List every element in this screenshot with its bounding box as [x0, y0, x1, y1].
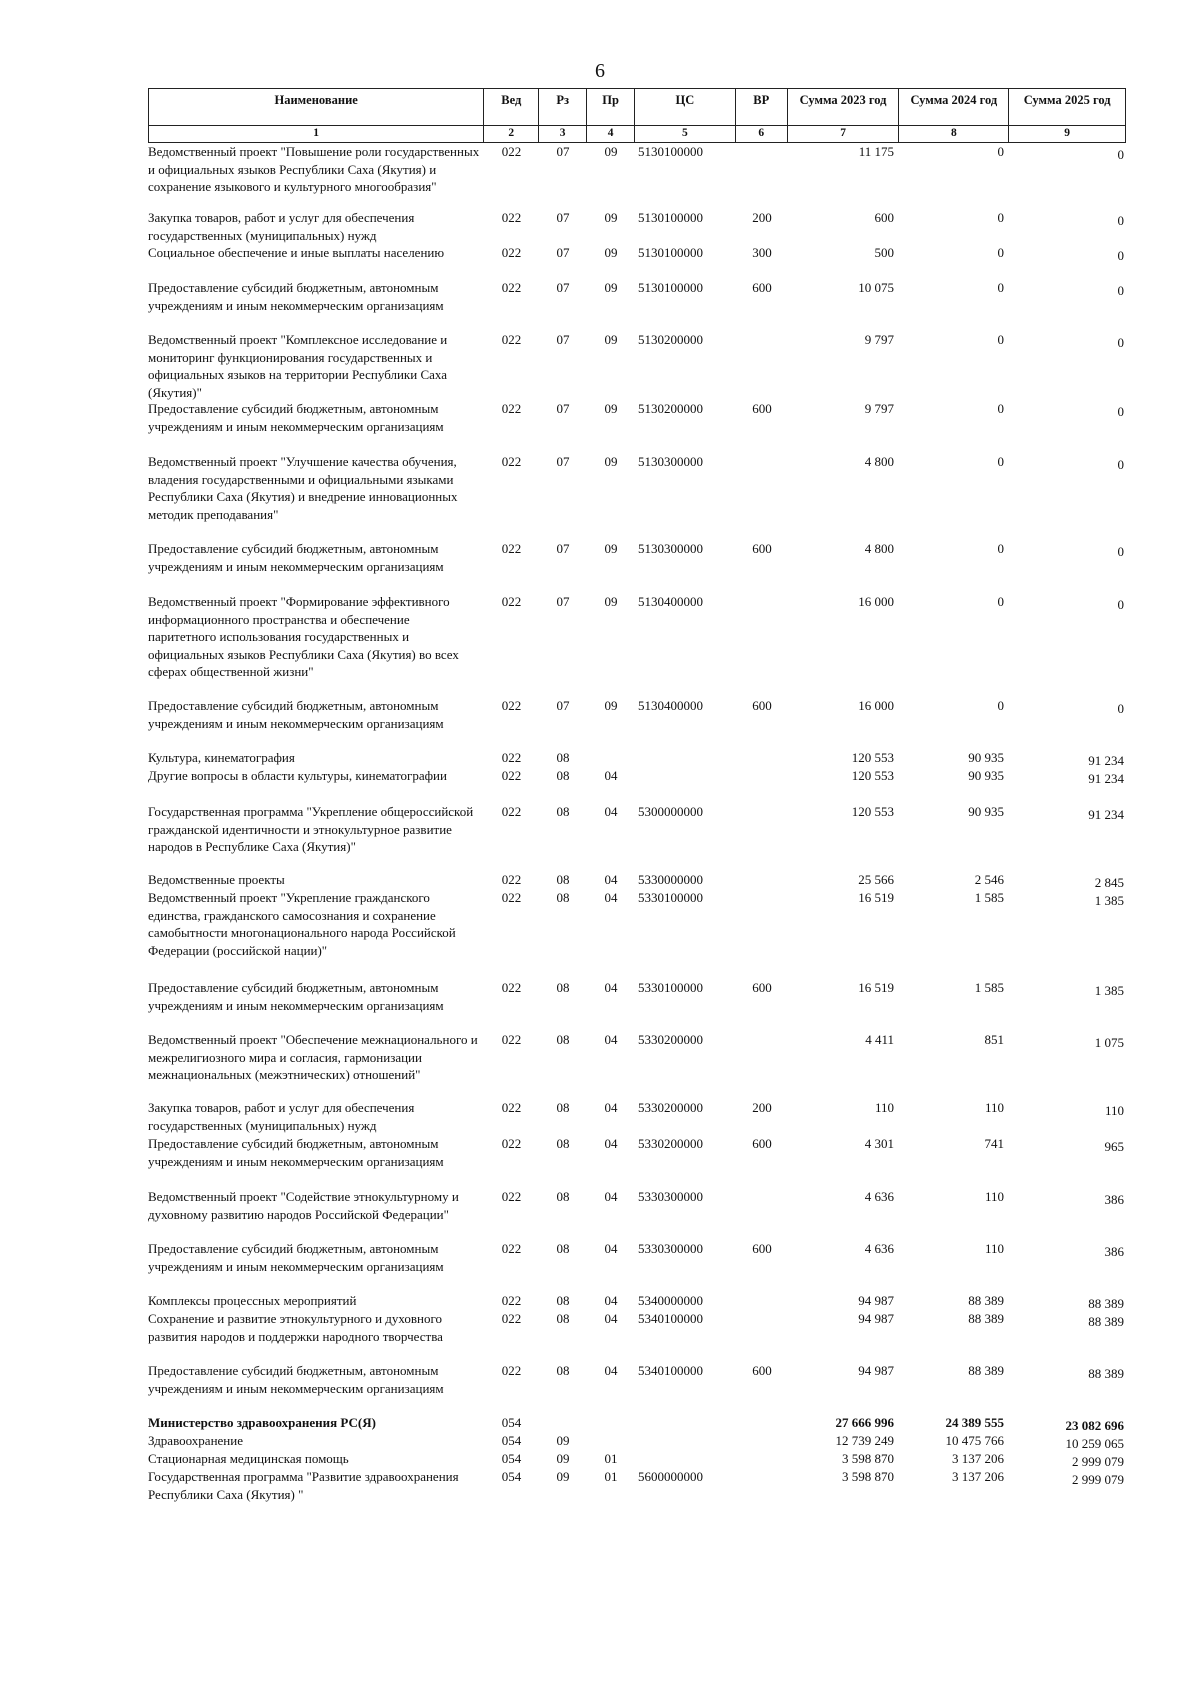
row-sum-2025: 2 999 079 — [1072, 1454, 1124, 1469]
row-pr: 09 — [604, 401, 618, 416]
row-name: Комплексы процессных мероприятий — [148, 1293, 357, 1308]
table-row — [148, 803, 1126, 856]
row-cs: 5130200000 — [638, 401, 703, 416]
row-cs: 5330000000 — [638, 872, 703, 887]
row-vr — [736, 593, 788, 681]
row-sum-2025: 386 — [1104, 1192, 1124, 1207]
row-sum-2025: 0 — [1117, 404, 1124, 419]
row-ved: 022 — [501, 245, 522, 260]
row-name: Ведомственные проекты — [148, 872, 285, 887]
row-rz: 08 — [556, 980, 570, 995]
row-sum-2023: 120 553 — [851, 750, 894, 765]
table-row — [148, 1468, 1126, 1503]
row-sum-2023: 4 800 — [864, 454, 894, 469]
table-row — [148, 244, 1126, 265]
row-sum-2024: 741 — [984, 1136, 1004, 1151]
row-vr — [736, 889, 788, 959]
row-cs: 5130100000 — [638, 245, 703, 260]
row-sum-2024: 0 — [997, 210, 1004, 225]
row-vr — [736, 1188, 788, 1223]
row-sum-2023: 500 — [874, 245, 894, 260]
table-row — [148, 1031, 1126, 1084]
row-ved: 022 — [501, 401, 522, 416]
row-sum-2024: 0 — [997, 594, 1004, 609]
row-pr: 01 — [604, 1451, 618, 1466]
row-pr: 09 — [604, 541, 618, 556]
row-vr: 600 — [752, 1363, 772, 1378]
table-row — [148, 143, 1126, 196]
row-vr — [736, 767, 788, 788]
row-sum-2024: 90 935 — [968, 750, 1004, 765]
budget-table — [148, 88, 1126, 1502]
row-pr: 04 — [604, 768, 618, 783]
row-name: Другие вопросы в области культуры, кинематографии — [148, 768, 447, 783]
row-vr — [736, 1310, 788, 1345]
column-number: 7 — [788, 126, 900, 142]
row-name: Государственная программа "Укрепление общероссийской гражданской идентичности и этнокультурное развитие народов в Республике Саха (Якутия)" — [148, 804, 474, 854]
row-sum-2024: 0 — [997, 541, 1004, 556]
row-rz: 07 — [556, 280, 570, 295]
row-sum-2025: 88 389 — [1088, 1296, 1124, 1311]
row-ved: 022 — [501, 541, 522, 556]
row-rz: 08 — [556, 1189, 570, 1204]
row-name: Предоставление субсидий бюджетным, автономным учреждениям и иным некоммерческим организациям — [148, 980, 444, 1013]
row-sum-2023: 9 797 — [864, 401, 894, 416]
row-pr: 04 — [604, 980, 618, 995]
row-vr — [736, 1031, 788, 1084]
row-cs: 5130200000 — [638, 332, 703, 347]
row-sum-2023: 4 301 — [864, 1136, 894, 1151]
column-number: 4 — [587, 126, 635, 142]
column-number: 1 — [149, 126, 484, 142]
row-pr: 09 — [604, 245, 618, 260]
row-sum-2024: 88 389 — [968, 1363, 1004, 1378]
row-sum-2025: 965 — [1104, 1139, 1124, 1154]
row-sum-2023: 16 000 — [858, 594, 894, 609]
row-sum-2023: 94 987 — [858, 1311, 894, 1326]
row-name: Предоставление субсидий бюджетным, автономным учреждениям и иным некоммерческим организациям — [148, 280, 444, 313]
table-row — [148, 979, 1126, 1014]
row-ved: 022 — [501, 804, 522, 819]
row-ved: 022 — [501, 750, 522, 765]
row-sum-2024: 1 585 — [974, 980, 1004, 995]
row-name: Ведомственный проект "Формирование эффективного информационного пространства и обеспечение паритетного использования государственных и официальных языков Республики Саха (Якутия) во всех сферах общественной жизни" — [148, 594, 459, 679]
row-sum-2025: 0 — [1117, 544, 1124, 559]
row-pr: 04 — [604, 1311, 618, 1326]
row-vr: 600 — [752, 980, 772, 995]
row-sum-2025: 2 845 — [1094, 875, 1124, 890]
row-cs: 5330200000 — [638, 1136, 703, 1151]
table-row — [148, 1310, 1126, 1345]
row-pr: 09 — [604, 280, 618, 295]
row-sum-2024: 110 — [984, 1241, 1004, 1256]
row-vr: 600 — [752, 1136, 772, 1151]
row-sum-2024: 90 935 — [968, 768, 1004, 783]
row-cs: 5340100000 — [638, 1311, 703, 1326]
row-cs — [635, 767, 736, 788]
row-rz: 08 — [556, 1363, 570, 1378]
column-number: 2 — [484, 126, 539, 142]
table-row — [148, 1099, 1126, 1134]
row-ved: 022 — [501, 332, 522, 347]
row-name: Предоставление субсидий бюджетным, автономным учреждениям и иным некоммерческим организациям — [148, 541, 444, 574]
row-name: Закупка товаров, работ и услуг для обеспечения государственных (муниципальных) нужд — [148, 210, 415, 243]
row-sum-2024: 90 935 — [968, 804, 1004, 819]
row-rz: 08 — [556, 1136, 570, 1151]
row-name: Сохранение и развитие этнокультурного и духовного развития народов и поддержки народного творчества — [148, 1311, 443, 1344]
row-pr: 04 — [604, 890, 618, 905]
row-vr: 600 — [752, 698, 772, 713]
row-pr: 04 — [604, 1363, 618, 1378]
row-rz: 08 — [556, 872, 570, 887]
row-sum-2025: 23 082 696 — [1065, 1418, 1124, 1433]
row-cs: 5330100000 — [638, 980, 703, 995]
row-rz: 07 — [556, 454, 570, 469]
row-sum-2023: 600 — [874, 210, 894, 225]
row-name: Стационарная медицинская помощь — [148, 1451, 349, 1466]
row-name: Ведомственный проект "Улучшение качества обучения, владения государственными и официальными языками Республики Саха (Якутия) и внедрение инновационных методик преподавания" — [148, 454, 458, 522]
row-name: Ведомственный проект "Повышение роли государственных и официальных языков Республики Саха (Якутия) и сохранение языкового и культурного многообразия" — [148, 144, 480, 194]
table-row — [148, 400, 1126, 435]
row-ved: 022 — [501, 980, 522, 995]
row-name: Культура, кинематография — [148, 750, 295, 765]
row-sum-2025: 386 — [1104, 1244, 1124, 1259]
row-pr: 09 — [604, 332, 618, 347]
row-vr — [736, 143, 788, 196]
row-sum-2024: 24 389 555 — [945, 1415, 1004, 1430]
row-sum-2024: 88 389 — [968, 1311, 1004, 1326]
row-pr: 01 — [604, 1469, 618, 1484]
row-rz: 08 — [556, 1311, 570, 1326]
row-rz: 08 — [556, 1032, 570, 1047]
row-cs: 5330300000 — [638, 1189, 703, 1204]
table-header — [148, 88, 1126, 125]
row-sum-2024: 88 389 — [968, 1293, 1004, 1308]
row-name: Ведомственный проект "Обеспечение межнационального и межрелигиозного мира и согласия, гармонизации межнациональных (межэтнических) отношений" — [148, 1032, 478, 1082]
column-number: 6 — [736, 126, 788, 142]
row-sum-2025: 10 259 065 — [1065, 1436, 1124, 1451]
row-sum-2025: 0 — [1117, 597, 1124, 612]
column-number: 5 — [635, 126, 736, 142]
row-pr: 09 — [604, 210, 618, 225]
row-cs: 5130300000 — [638, 541, 703, 556]
row-sum-2023: 10 075 — [858, 280, 894, 295]
column-number: 8 — [899, 126, 1009, 142]
row-cs: 5330100000 — [638, 890, 703, 905]
header-ved: Вед — [484, 89, 539, 125]
table-row — [148, 453, 1126, 523]
row-cs: 5130100000 — [638, 280, 703, 295]
row-sum-2023: 9 797 — [864, 332, 894, 347]
row-sum-2023: 3 598 870 — [842, 1469, 894, 1484]
row-ved: 054 — [501, 1469, 522, 1484]
row-sum-2024: 3 137 206 — [952, 1469, 1004, 1484]
row-ved: 022 — [501, 872, 522, 887]
row-rz: 08 — [556, 768, 570, 783]
row-rz: 07 — [556, 144, 570, 159]
row-sum-2025: 88 389 — [1088, 1366, 1124, 1381]
column-numbers — [148, 125, 1126, 143]
row-sum-2023: 16 000 — [858, 698, 894, 713]
row-ved: 022 — [501, 1032, 522, 1047]
row-name: Закупка товаров, работ и услуг для обеспечения государственных (муниципальных) нужд — [148, 1100, 415, 1133]
row-pr: 09 — [604, 144, 618, 159]
row-rz: 07 — [556, 594, 570, 609]
row-name: Предоставление субсидий бюджетным, автономным учреждениям и иным некоммерческим организациям — [148, 1136, 444, 1169]
row-cs: 5330300000 — [638, 1241, 703, 1256]
row-name: Ведомственный проект "Укрепление гражданского единства, гражданского самосознания и сохранение самобытности многонационального народа Российской Федерации (российской нации)" — [148, 890, 456, 958]
header-vr: ВР — [736, 89, 788, 125]
row-vr: 200 — [752, 210, 772, 225]
row-sum-2023: 12 739 249 — [835, 1433, 894, 1448]
row-rz: 07 — [556, 245, 570, 260]
row-ved: 022 — [501, 1363, 522, 1378]
row-sum-2023: 27 666 996 — [835, 1415, 894, 1430]
row-sum-2025: 0 — [1117, 701, 1124, 716]
row-rz: 08 — [556, 1100, 570, 1115]
row-pr: 04 — [604, 1189, 618, 1204]
row-name: Предоставление субсидий бюджетным, автономным учреждениям и иным некоммерческим организациям — [148, 401, 444, 434]
row-ved: 022 — [501, 1100, 522, 1115]
table-row — [148, 1188, 1126, 1223]
row-sum-2024: 0 — [997, 332, 1004, 347]
row-ved: 022 — [501, 1136, 522, 1151]
row-rz: 08 — [556, 1293, 570, 1308]
row-ved: 022 — [501, 1311, 522, 1326]
table-row — [148, 889, 1126, 959]
table-row — [148, 697, 1126, 732]
row-vr: 600 — [752, 280, 772, 295]
row-pr: 04 — [604, 1100, 618, 1115]
header-sum-2025: Сумма 2025 год — [1023, 93, 1111, 107]
row-sum-2025: 91 234 — [1088, 753, 1124, 768]
row-sum-2024: 2 546 — [974, 872, 1004, 887]
row-rz: 08 — [556, 804, 570, 819]
row-ved: 022 — [501, 594, 522, 609]
row-sum-2025: 88 389 — [1088, 1314, 1124, 1329]
row-sum-2025: 0 — [1117, 335, 1124, 350]
row-sum-2023: 120 553 — [851, 804, 894, 819]
row-sum-2023: 110 — [874, 1100, 894, 1115]
row-ved: 022 — [501, 1189, 522, 1204]
row-ved: 022 — [501, 890, 522, 905]
row-sum-2025: 0 — [1117, 457, 1124, 472]
row-ved: 054 — [501, 1451, 522, 1466]
row-vr — [736, 1468, 788, 1503]
row-ved: 022 — [501, 280, 522, 295]
row-cs: 5130300000 — [638, 454, 703, 469]
row-vr: 600 — [752, 1241, 772, 1256]
table-row — [148, 1362, 1126, 1397]
row-sum-2023: 16 519 — [858, 890, 894, 905]
row-cs: 5130100000 — [638, 210, 703, 225]
row-sum-2025: 91 234 — [1088, 807, 1124, 822]
row-pr: 04 — [604, 1241, 618, 1256]
row-sum-2024: 10 475 766 — [945, 1433, 1004, 1448]
row-sum-2025: 0 — [1117, 283, 1124, 298]
row-cs: 5330200000 — [638, 1100, 703, 1115]
row-rz: 09 — [556, 1451, 570, 1466]
row-name: Государственная программа "Развитие здравоохранения Республики Саха (Якутия) " — [148, 1469, 459, 1502]
row-rz: 07 — [556, 698, 570, 713]
row-sum-2025: 110 — [1104, 1103, 1124, 1118]
row-name: Ведомственный проект "Содействие этнокультурному и духовному развитию народов Российской Федерации" — [148, 1189, 459, 1222]
table-row — [148, 593, 1126, 681]
row-name: Предоставление субсидий бюджетным, автономным учреждениям и иным некоммерческим организациям — [148, 698, 444, 731]
row-sum-2025: 1 075 — [1094, 1035, 1124, 1050]
row-ved: 022 — [501, 1241, 522, 1256]
row-sum-2025: 2 999 079 — [1072, 1472, 1124, 1487]
row-sum-2025: 91 234 — [1088, 771, 1124, 786]
row-sum-2024: 3 137 206 — [952, 1451, 1004, 1466]
row-sum-2024: 0 — [997, 245, 1004, 260]
row-ved: 022 — [501, 698, 522, 713]
row-sum-2025: 0 — [1117, 248, 1124, 263]
row-name: Социальное обеспечение и иные выплаты населению — [148, 245, 445, 260]
row-sum-2023: 4 636 — [864, 1241, 894, 1256]
row-cs: 5130100000 — [638, 144, 703, 159]
row-sum-2025: 1 385 — [1094, 893, 1124, 908]
row-rz: 07 — [556, 401, 570, 416]
row-sum-2023: 25 566 — [858, 872, 894, 887]
row-pr: 04 — [604, 1032, 618, 1047]
row-cs: 5300000000 — [638, 804, 703, 819]
row-cs: 5340000000 — [638, 1293, 703, 1308]
row-sum-2024: 0 — [997, 144, 1004, 159]
header-pr: Пр — [587, 89, 635, 125]
row-sum-2023: 120 553 — [851, 768, 894, 783]
page-number: 6 — [595, 60, 605, 82]
row-sum-2023: 11 175 — [858, 144, 894, 159]
header-rz: Рз — [539, 89, 587, 125]
row-ved: 022 — [501, 1293, 522, 1308]
row-sum-2023: 4 800 — [864, 541, 894, 556]
row-rz: 07 — [556, 332, 570, 347]
row-name: Министерство здравоохранения РС(Я) — [148, 1415, 376, 1430]
row-cs: 5600000000 — [638, 1469, 703, 1484]
row-sum-2024: 0 — [997, 401, 1004, 416]
row-sum-2023: 94 987 — [858, 1293, 894, 1308]
row-vr: 600 — [752, 401, 772, 416]
table-row — [148, 1135, 1126, 1170]
row-rz: 07 — [556, 541, 570, 556]
row-vr: 200 — [752, 1100, 772, 1115]
row-vr — [736, 331, 788, 401]
row-rz: 07 — [556, 210, 570, 225]
column-number: 3 — [539, 126, 587, 142]
row-ved: 022 — [501, 454, 522, 469]
row-cs: 5130400000 — [638, 594, 703, 609]
row-sum-2023: 16 519 — [858, 980, 894, 995]
row-ved: 022 — [501, 210, 522, 225]
row-sum-2024: 0 — [997, 698, 1004, 713]
row-vr: 300 — [752, 245, 772, 260]
row-sum-2023: 4 636 — [864, 1189, 894, 1204]
row-pr: 04 — [604, 872, 618, 887]
row-sum-2023: 94 987 — [858, 1363, 894, 1378]
row-sum-2024: 110 — [984, 1100, 1004, 1115]
row-rz: 09 — [556, 1433, 570, 1448]
row-sum-2025: 0 — [1117, 147, 1124, 162]
row-sum-2024: 0 — [997, 454, 1004, 469]
row-name: Предоставление субсидий бюджетным, автономным учреждениям и иным некоммерческим организациям — [148, 1241, 444, 1274]
row-rz: 09 — [556, 1469, 570, 1484]
row-ved: 054 — [501, 1433, 522, 1448]
row-name: Ведомственный проект "Комплексное исследование и мониторинг функционирования государственных и официальных языков на территории Республики Саха (Якутия)" — [148, 332, 448, 400]
table-row — [148, 209, 1126, 244]
table-row — [148, 279, 1126, 314]
row-ved: 022 — [501, 768, 522, 783]
row-name: Предоставление субсидий бюджетным, автономным учреждениям и иным некоммерческим организациям — [148, 1363, 444, 1396]
row-vr: 600 — [752, 541, 772, 556]
row-rz: 08 — [556, 1241, 570, 1256]
row-sum-2024: 110 — [984, 1189, 1004, 1204]
row-pr: 04 — [604, 804, 618, 819]
row-name: Здравоохранение — [148, 1433, 243, 1448]
table-row — [148, 331, 1126, 401]
row-vr — [736, 803, 788, 856]
row-sum-2024: 1 585 — [974, 890, 1004, 905]
row-cs: 5330200000 — [638, 1032, 703, 1047]
row-cs: 5130400000 — [638, 698, 703, 713]
row-rz: 08 — [556, 890, 570, 905]
row-pr: 09 — [604, 698, 618, 713]
row-sum-2024: 851 — [984, 1032, 1004, 1047]
row-pr: 04 — [604, 1136, 618, 1151]
row-ved: 022 — [501, 144, 522, 159]
row-vr — [736, 453, 788, 523]
row-ved: 054 — [501, 1415, 522, 1430]
header-sum-2023: Сумма 2023 год — [788, 89, 900, 125]
table-row — [148, 540, 1126, 575]
row-pr: 04 — [604, 1293, 618, 1308]
header-sum-2024: Сумма 2024 год — [899, 89, 1009, 125]
table-row — [148, 767, 1126, 788]
header-cs: ЦС — [635, 89, 736, 125]
row-pr: 09 — [604, 594, 618, 609]
row-pr: 09 — [604, 454, 618, 469]
row-sum-2024: 0 — [997, 280, 1004, 295]
header-name: Наименование — [149, 89, 484, 125]
column-number: 9 — [1064, 127, 1070, 139]
table-row — [148, 1240, 1126, 1275]
row-sum-2023: 4 411 — [865, 1032, 894, 1047]
row-sum-2025: 1 385 — [1094, 983, 1124, 998]
row-cs: 5340100000 — [638, 1363, 703, 1378]
row-rz: 08 — [556, 750, 570, 765]
row-sum-2023: 3 598 870 — [842, 1451, 894, 1466]
row-sum-2025: 0 — [1117, 213, 1124, 228]
